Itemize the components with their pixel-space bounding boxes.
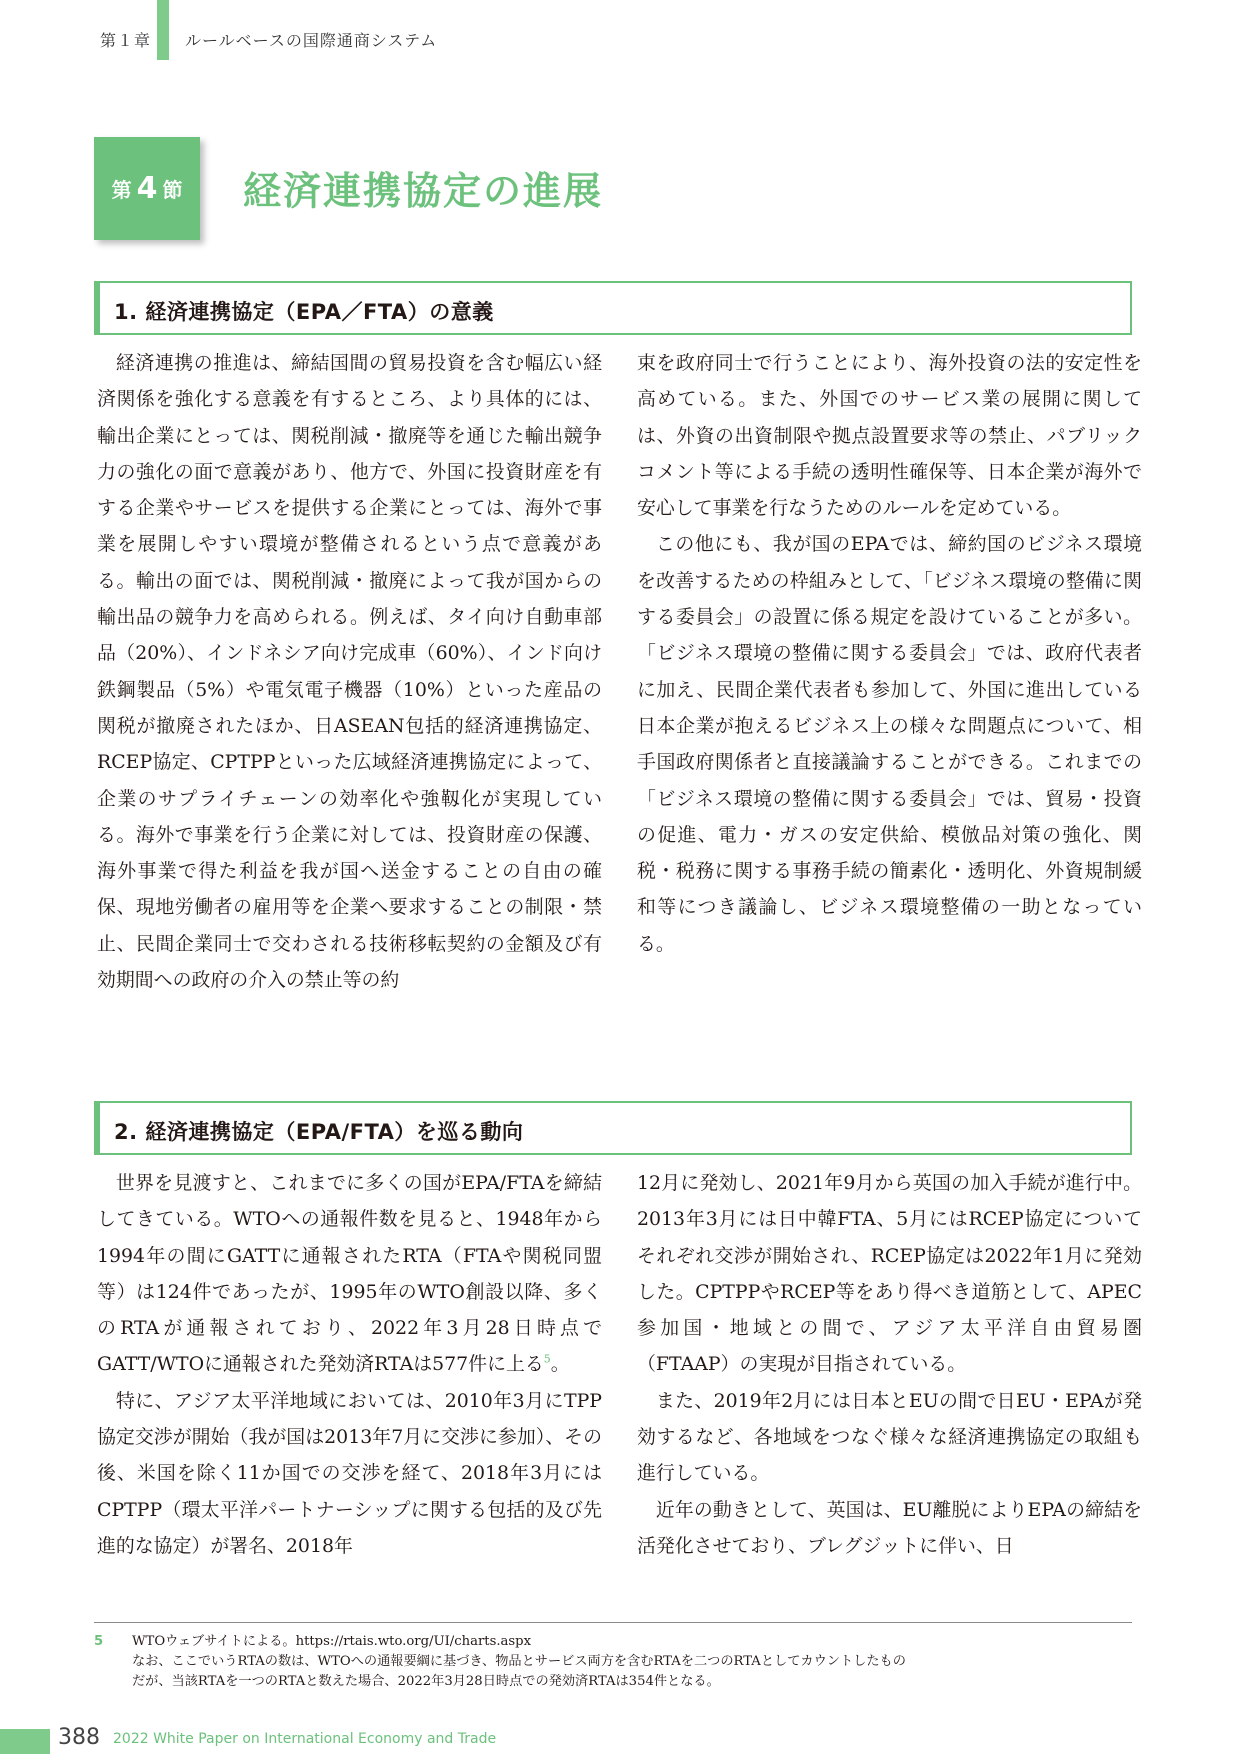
footnote-divider [94, 1622, 1132, 1623]
footnote-line-3: だが、当該RTAを一つのRTAと数えた場合、2022年3月28日時点での発効済RTAは354件となる。 [132, 1674, 720, 1689]
footer-accent-bar [0, 1729, 50, 1754]
publication-title: 2022 White Paper on International Economy and Trade [113, 1731, 497, 1747]
footnote-reference[interactable]: 5 [543, 1353, 551, 1367]
running-header [0, 0, 1241, 60]
chapter-label: 第１章 [100, 31, 152, 50]
page-number: 388 [58, 1725, 100, 1750]
chapter-title: ルールベースの国際通商システム [185, 31, 438, 50]
section-badge-suffix: 節 [162, 178, 183, 202]
section-title: 経済連携協定の進展 [243, 168, 604, 213]
subsection-heading-2 [94, 1101, 1132, 1155]
section2-paragraph-1 [97, 1165, 602, 1383]
subsection-heading-1 [94, 281, 1132, 335]
section1-right-column: 束を政府同士で行うことにより、海外投資の法的安定性を高めている。また、外国でのサービス業の展開に関しては、外資の出資制限や拠点設置要求等の禁止、パブリックコメント等による手続の透明性確保等、日本企業が海外で安心して事業を行なうためのルールを定めている。 この他にも、我が国のEPAでは、締約国のビジネス環境を改善するための枠組みとして、「ビジネス環境の整備に関する委員会」の設置に係る規定を設けていることが多い。「ビジネス環境の整備に関する委員会」では、政府代表者に加え、民間企業代表者も参加して、外国に進出している日本企業が抱えるビジネス上の様々な問題点について、相手国政府関係者と直接議論することができる。これまでの「ビジネス環境の整備に関する委員会」では、貿易・投資の促進、電力・ガスの安定供給、模倣品対策の強化、関税・税務に関する事務手続の簡素化・透明化、外資規制緩和等につき議論し、ビジネス環境整備の一助となっている。 [637, 345, 1142, 962]
section2-paragraph-3: また、2019年2月には日本とEUの間で日EU・EPAが発効するなど、各地域をつなぐ様々な経済連携協定の取組も進行している。 [637, 1389, 1142, 1485]
section-badge-prefix: 第 [111, 178, 132, 202]
footnote-line-2: なお、ここでいうRTAの数は、WTOへの通報要綱に基づき、物品とサービス両方を含むRTAを二つのRTAとしてカウントしたもの [132, 1654, 906, 1669]
section2-paragraph-4: 近年の動きとして、英国は、EU離脱によりEPAの締結を活発化させており、ブレグジットに伴い、日 [637, 1498, 1142, 1557]
footnote [94, 1632, 1134, 1692]
footnote-line-1[interactable]: WTOウェブサイトによる。https://rtais.wto.org/UI/charts.aspx [132, 1634, 532, 1649]
section1-paragraph-2: この他にも、我が国のEPAでは、締約国のビジネス環境を改善するための枠組みとして、「ビジネス環境の整備に関する委員会」の設置に係る規定を設けていることが多い。「ビジネス環境の整備に関する委員会」では、政府代表者に加え、民間企業代表者も参加して、外国に進出している日本企業が抱えるビジネス上の様々な問題点について、相手国政府関係者と直接議論することができる。これまでの「ビジネス環境の整備に関する委員会」では、貿易・投資の促進、電力・ガスの安定供給、模倣品対策の強化、関税・税務に関する事務手続の簡素化・透明化、外資規制緩和等につき議論し、ビジネス環境整備の一助となっている。 [637, 533, 1142, 955]
section2-paragraph-1-text: 世界を見渡すと、これまでに多くの国がEPA/FTAを締結してきている。WTOへの通報件数を見ると、1948年から1994年の間にGATTに通報されたRTA（FTAや関税同盟等）は124件であったが、1995年のWTO創設以降、多くのRTAが通報されており、2022年3月28日時点でGATT/WTOに通報された発効済RTAは577件に上る [97, 1172, 602, 1376]
section1-left-column: 経済連携の推進は、締結国間の貿易投資を含む幅広い経済関係を強化する意義を有するところ、より具体的には、輸出企業にとっては、関税削減・撤廃等を通じた輸出競争力の強化の面で意義があり、他方で、外国に投資財産を有する企業やサービスを提供する企業にとっては、海外で事業を展開しやすい環境が整備されるという点で意義がある。輸出の面では、関税削減・撤廃によって我が国からの輸出品の競争力を高められる。例えば、タイ向け自動車部品（20%）、インドネシア向け完成車（60%）、インド向け鉄鋼製品（5%）や電気電子機器（10%）といった産品の関税が撤廃されたほか、日ASEAN包括的経済連携協定、RCEP協定、CPTPPといった広域経済連携協定によって、企業のサプライチェーンの効率化や強靱化が実現している。海外で事業を行う企業に対しては、投資財産の保護、海外事業で得た利益を我が国へ送金することの自由の確保、現地労働者の雇用等を企業へ要求することの制限・禁止、民間企業同士で交わされる技術移転契約の金額及び有効期間への政府の介入の禁止等の約 [97, 352, 602, 992]
subsection-heading-1-text: 1. 経済連携協定（EPA／FTA）の意義 [114, 300, 494, 324]
subsection-heading-2-text: 2. 経済連携協定（EPA/FTA）を巡る動向 [114, 1120, 524, 1144]
section2-paragraph-1-end: 。 [550, 1353, 570, 1376]
section-badge [94, 137, 200, 240]
section-badge-number: 4 [136, 171, 158, 206]
section2-left-column: 世界を見渡すと、これまでに多くの国がEPA/FTAを締結してきている。WTOへの通報件数を見ると、1948年から1994年の間にGATTに通報されたRTA（FTAや関税同盟等）は124件であったが、1995年のWTO創設以降、多くのRTAが通報されており、2022年3月28日時点でGATT/WTOに通報された発効済RTAは577件に上る$^5$。 特に、アジア太平洋地域においては、2010年3月にTPP協定交渉が開始（我が国は2013年7月に交渉に参加）、その後、米国を除く11か国での交渉を経て、2018年3月にはCPTPP（環太平洋パートナーシップに関する包括的及び先進的な協定）が署名、2018年 [97, 1165, 602, 1564]
section2-right-column: 12月に発効し、2021年9月から英国の加入手続が進行中。2013年3月には日中韓FTA、5月にはRCEP協定についてそれぞれ交渉が開始され、RCEP協定は2022年1月に発効した。CPTPPやRCEP等をあり得べき道筋として、APEC参加国・地域との間で、アジア太平洋自由貿易圏（FTAAP）の実現が目指されている。 また、2019年2月には日本とEUの間で日EU・EPAが発効するなど、各地域をつなぐ様々な経済連携協定の取組も進行している。 近年の動きとして、英国は、EU離脱によりEPAの締結を活発化させており、ブレグジットに伴い、日 [637, 1165, 1142, 1564]
footnote-number: 5 [94, 1634, 104, 1649]
header-accent-bar [157, 0, 169, 60]
